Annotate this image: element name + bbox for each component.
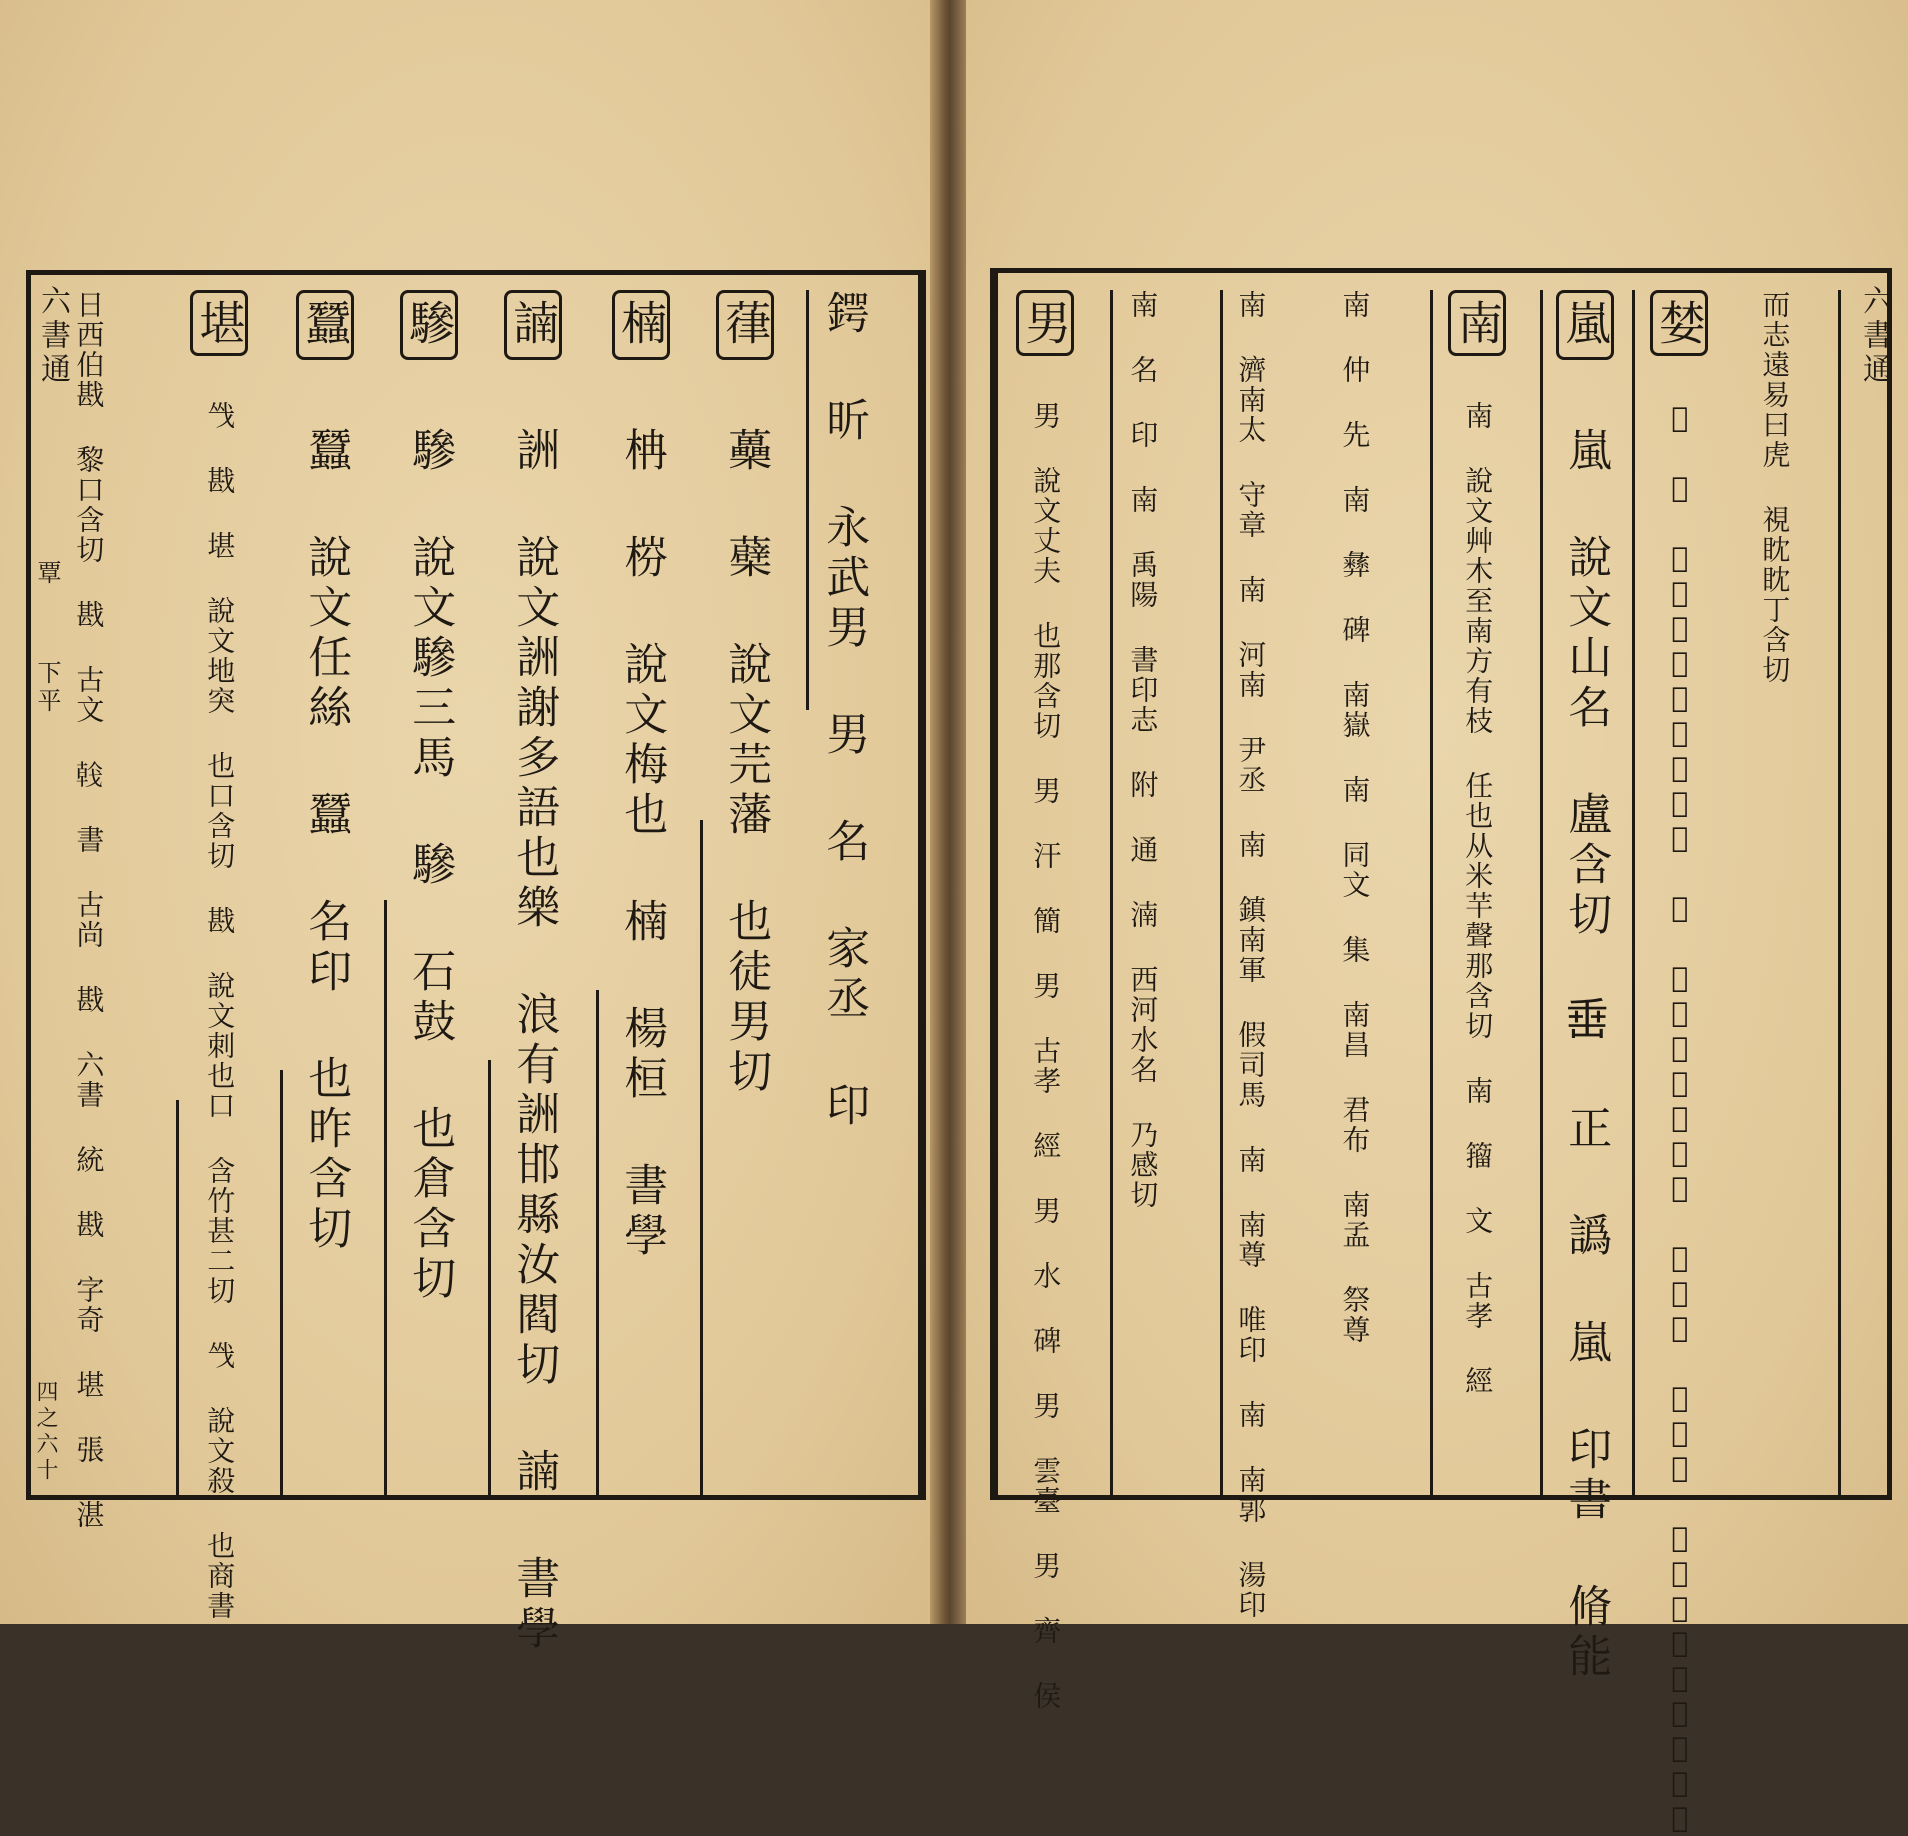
left-column-5 [400, 290, 458, 1305]
right-column-6 [1234, 290, 1268, 1620]
entry-heading: 驂 [400, 290, 458, 360]
column-text: 南 名 印 南 禹陽 書印志 附 通 湳 西河水名 乃感切 [1126, 290, 1160, 1210]
column-text: 㦰 戡 堪 說文地突 也口含切 戡 說文刺也口 含竹甚二切 㦰 說文殺 也商書 [203, 401, 237, 1621]
column-rule [1430, 290, 1433, 1500]
column-rule [1110, 290, 1113, 1500]
column-text: 詶 說文詶謝多語也樂 浪有詶邯縣汝閻切 諵 書學 [508, 427, 560, 1655]
right-column-8 [1016, 290, 1074, 1711]
left-column-1 [818, 290, 870, 1132]
column-text: 蘽 蘗 說文芫藩 也徒男切 [720, 427, 772, 1098]
column-rule [488, 1060, 491, 1500]
column-rule [806, 290, 809, 710]
left-column-4 [504, 290, 562, 1655]
left-margin-subsection: 下平 [33, 660, 61, 716]
column-text: 而志遠易曰虎 視眈眈丁含切 [1758, 290, 1792, 685]
column-text: 鍔 昕 永武男 男 名 家丞 印 [818, 290, 870, 1132]
column-rule [280, 1070, 283, 1500]
entry-heading: 葎 [716, 290, 774, 360]
column-rule [1540, 290, 1543, 1500]
entry-heading: 婪 [1650, 290, 1708, 356]
entry-heading: 男 [1016, 290, 1074, 356]
left-column-8 [72, 290, 106, 1530]
column-rule [1220, 290, 1223, 1500]
right-text-frame [990, 268, 1892, 1500]
column-rule [176, 1100, 179, 1500]
left-margin-section: 覃 [33, 560, 61, 588]
right-column-7 [1126, 290, 1160, 1210]
right-column-5 [1338, 290, 1372, 1345]
column-text: 男 說文丈夫 也那含切 男 汗 簡 男 古孝 經 男 水 碑 男 雲臺 男 齊 侯 [1029, 401, 1063, 1711]
column-rule [1632, 290, 1635, 1500]
entry-heading: 諵 [504, 290, 562, 360]
left-column-6 [296, 290, 354, 1255]
left-margin-title: 六書通 [35, 285, 70, 387]
column-rule [700, 820, 703, 1500]
right-column-2 [1650, 290, 1708, 1836]
column-text: 南 說文艸木至南方有枝 任也从米芉聲那含切 南 籀 文 古孝 經 [1461, 401, 1495, 1396]
left-column-3 [612, 290, 670, 1262]
column-text: 日西伯戡 黎口含切 戡 古文 𢧢 書 古尚 戡 六書 統 戡 字奇 堪 張 湛 [72, 290, 106, 1530]
column-text: 柟 梤 說文梅也 楠 楊桓 書學 [616, 427, 668, 1262]
column-text: 南 仲 先 南 彝 碑 南嶽 南 同文 集 南昌 君布 南孟 祭尊 [1338, 290, 1372, 1345]
column-text: 嵐 說文山名 盧含切 𡸁 正 譌 嵐 印書 脩能 [1560, 427, 1612, 1683]
right-column-4 [1448, 290, 1506, 1396]
column-rule [596, 990, 599, 1500]
column-rule [384, 900, 387, 1500]
left-margin-folio: 四之六十 [33, 1380, 58, 1484]
right-column-3 [1556, 290, 1614, 1683]
left-text-frame [26, 270, 926, 1500]
left-column-2 [716, 290, 774, 1098]
entry-heading: 堪 [190, 290, 248, 356]
column-text: 南 濟南太 守章 南 河南 尹丞 南 鎮南軍 假司馬 南 南尊 唯印 南 南郭 湯印 [1234, 290, 1268, 1620]
column-rule [1838, 290, 1841, 1500]
book-gutter [930, 0, 966, 1624]
column-text: 𣲖 婪 說文貪也杜林說十者 𣲖 說文河內之北謂 貪曰㛦 盧含切 篡相詐驗為婪盧含切 [1663, 401, 1697, 1836]
entry-heading: 蠶 [296, 290, 354, 360]
right-column-1 [1758, 290, 1792, 685]
column-text: 蠶 說文任絲 蠶 名印 也昨含切 [300, 427, 352, 1255]
entry-heading: 楠 [612, 290, 670, 360]
column-text: 驂 說文驂三馬 驂 石鼓 也倉含切 [404, 427, 456, 1305]
entry-heading: 南 [1448, 290, 1506, 356]
entry-heading: 嵐 [1556, 290, 1614, 360]
right-margin-title: 六書通 [1857, 285, 1892, 387]
left-column-7 [190, 290, 248, 1621]
